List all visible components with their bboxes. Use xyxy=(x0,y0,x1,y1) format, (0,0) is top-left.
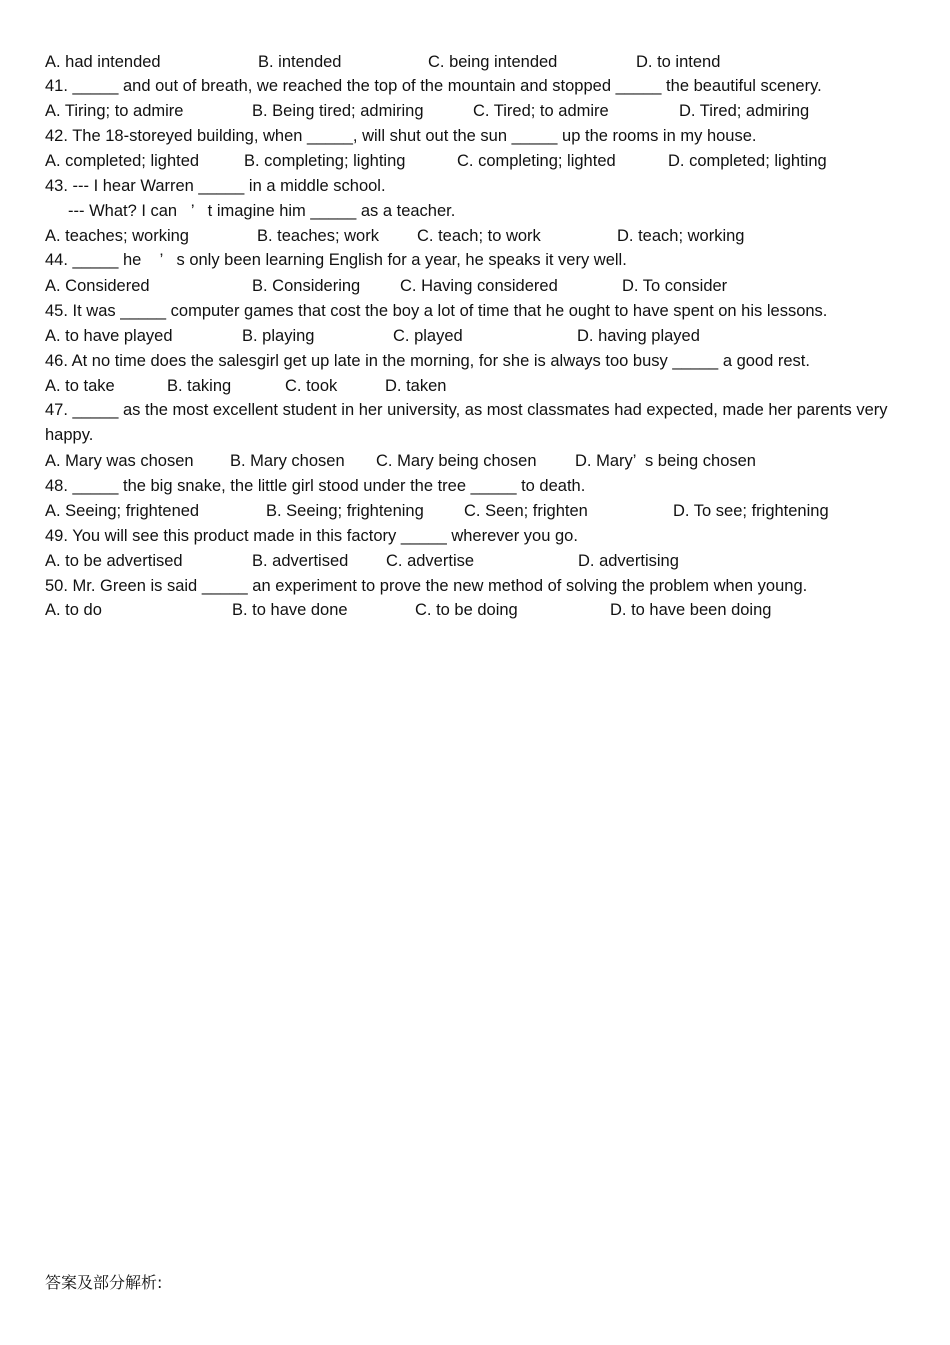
q43-reply: --- What? I can ’ t imagine him _____ as a teacher. xyxy=(68,202,456,220)
q50-stem: 50. Mr. Green is said _____ an experiment to prove the new method of solving the problem when young. xyxy=(45,577,808,595)
q48-option-b: B. Seeing; frightening xyxy=(266,502,424,520)
q49-option-b: B. advertised xyxy=(252,552,349,570)
q44-option-b: B. Considering xyxy=(252,277,361,295)
q50-option-b: B. to have done xyxy=(232,601,348,619)
q44-option-a: A. Considered xyxy=(45,277,150,295)
q43-option-b: B. teaches; work xyxy=(257,227,379,245)
q49-stem: 49. You will see this product made in this factory _____ wherever you go. xyxy=(45,527,578,545)
q48-option-c: C. Seen; frighten xyxy=(464,502,588,520)
q47-stem: 47. _____ as the most excellent student in her university, as most classmates had expected, made her parents very happy. xyxy=(45,401,888,444)
q42-option-a: A. completed; lighted xyxy=(45,152,200,170)
answer-section-heading: 答案及部分解析: xyxy=(45,1273,163,1292)
q45-option-c: C. played xyxy=(393,327,463,345)
q42-option-c: C. completing; lighted xyxy=(457,152,616,170)
q40-option-b: B. intended xyxy=(258,53,342,71)
q44-stem: 44. _____ he ’ s only been learning English for a year, he speaks it very well. xyxy=(45,251,627,269)
q48-option-d: D. To see; frightening xyxy=(673,502,829,520)
q44-option-c: C. Having considered xyxy=(400,277,558,295)
q44-option-d: D. To consider xyxy=(622,277,728,295)
q47-option-a: A. Mary was chosen xyxy=(45,452,194,470)
q47-option-d: D. Mary’ s being chosen xyxy=(575,452,756,470)
q46-option-b: B. taking xyxy=(167,377,232,395)
q49-option-d: D. advertising xyxy=(578,552,679,570)
q46-option-a: A. to take xyxy=(45,377,115,395)
q45-option-a: A. to have played xyxy=(45,327,173,345)
q41-option-a: A. Tiring; to admire xyxy=(45,102,184,120)
q42-stem: 42. The 18-storeyed building, when _____, will shut out the sun _____ up the rooms in my house. xyxy=(45,127,757,145)
q50-option-c: C. to be doing xyxy=(415,601,518,619)
q48-stem: 48. _____ the big snake, the little girl stood under the tree _____ to death. xyxy=(45,477,586,495)
q43-option-d: D. teach; working xyxy=(617,227,745,245)
q41-option-d: D. Tired; admiring xyxy=(679,102,810,120)
q41-stem: 41. _____ and out of breath, we reached the top of the mountain and stopped _____ the beautiful scenery. xyxy=(45,77,822,95)
q46-option-d: D. taken xyxy=(385,377,447,395)
q47-option-b: B. Mary chosen xyxy=(230,452,345,470)
q43-option-c: C. teach; to work xyxy=(417,227,541,245)
q41-option-c: C. Tired; to admire xyxy=(473,102,609,120)
q49-option-a: A. to be advertised xyxy=(45,552,183,570)
q43-option-a: A. teaches; working xyxy=(45,227,189,245)
q43-stem: 43. --- I hear Warren _____ in a middle school. xyxy=(45,177,386,195)
q40-option-d: D. to intend xyxy=(636,53,721,71)
q47-option-c: C. Mary being chosen xyxy=(376,452,537,470)
q46-stem: 46. At no time does the salesgirl get up late in the morning, for she is always too busy _____ a good rest. xyxy=(45,352,810,370)
q45-option-d: D. having played xyxy=(577,327,700,345)
q48-option-a: A. Seeing; frightened xyxy=(45,502,200,520)
q49-option-c: C. advertise xyxy=(386,552,475,570)
q41-option-b: B. Being tired; admiring xyxy=(252,102,424,120)
q45-option-b: B. playing xyxy=(242,327,315,345)
q50-option-a: A. to do xyxy=(45,601,102,619)
q46-option-c: C. took xyxy=(285,377,338,395)
q42-option-d: D. completed; lighting xyxy=(668,152,827,170)
q40-option-a: A. had intended xyxy=(45,53,161,71)
q40-option-c: C. being intended xyxy=(428,53,558,71)
q50-option-d: D. to have been doing xyxy=(610,601,772,619)
q42-option-b: B. completing; lighting xyxy=(244,152,406,170)
q45-stem: 45. It was _____ computer games that cost the boy a lot of time that he ought to have spent on his lessons. xyxy=(45,302,828,320)
